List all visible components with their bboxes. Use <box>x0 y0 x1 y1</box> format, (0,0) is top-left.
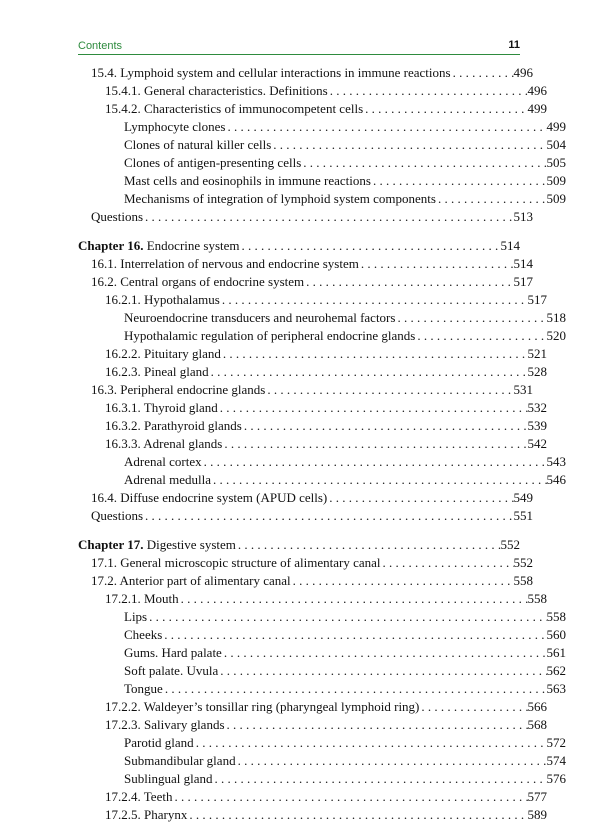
toc-entry-label <box>124 190 436 208</box>
toc-entry <box>78 806 547 824</box>
toc-entry-title: Pituitary gland <box>144 346 221 361</box>
toc-entry-title: Diffuse endocrine system (APUD cells) <box>120 490 328 505</box>
dot-leader <box>211 471 547 489</box>
dot-leader <box>187 806 527 824</box>
toc-entry-number: 16.3.2. <box>105 418 141 433</box>
toc-entry-label <box>105 363 209 381</box>
toc-chapter-entry <box>78 536 520 554</box>
toc-entry-page-number: 514 <box>513 256 533 271</box>
toc-entry-title: Questions <box>91 209 143 224</box>
toc-entry <box>78 64 533 82</box>
dot-leader <box>363 100 527 118</box>
toc-entry-label <box>124 680 163 698</box>
toc-entry <box>78 590 547 608</box>
dot-leader <box>359 255 514 273</box>
toc-entry-title: Digestive system <box>146 537 236 552</box>
toc-entry-title: Anterior part of alimentary canal <box>119 573 291 588</box>
dot-leader <box>222 435 527 453</box>
running-header <box>78 37 520 57</box>
toc-entry <box>78 471 566 489</box>
dot-leader <box>218 662 546 680</box>
toc-entry <box>78 82 547 100</box>
toc-entry-label <box>91 64 451 82</box>
toc-entry-title: Pineal gland <box>144 364 209 379</box>
toc-entry-page-number: 562 <box>546 663 566 678</box>
dot-leader <box>220 291 528 309</box>
toc-entry-label <box>91 507 143 525</box>
toc-entry <box>78 680 566 698</box>
toc-entry <box>78 309 566 327</box>
toc-entry-title: Parathyroid glands <box>144 418 242 433</box>
toc-entry-label <box>78 536 236 554</box>
toc-entry <box>78 255 533 273</box>
dot-leader <box>265 381 513 399</box>
toc-entry <box>78 572 533 590</box>
toc-entry-label <box>105 291 220 309</box>
toc-entry-label <box>91 208 143 226</box>
dot-leader <box>236 536 501 554</box>
toc-entry <box>78 554 533 572</box>
toc-entry-page-number: 576 <box>546 771 566 786</box>
dot-leader <box>381 554 514 572</box>
toc-entry-title: Questions <box>91 508 143 523</box>
toc-entry <box>78 752 566 770</box>
dot-leader <box>291 572 514 590</box>
toc-entry-title: Salivary glands <box>144 717 225 732</box>
toc-entry-page-number: 509 <box>546 173 566 188</box>
toc-entry-title: Characteristics of immunocompetent cells <box>144 101 364 116</box>
toc-entry-title: Interrelation of nervous and endocrine system <box>120 256 359 271</box>
toc-entry-title: Hypothalamic regulation of peripheral endocrine glands <box>124 328 416 343</box>
toc-entry-page-number: 574 <box>546 753 566 768</box>
toc-entry-label <box>105 698 419 716</box>
dot-leader <box>327 489 513 507</box>
toc-entry-number: 16.1. <box>91 256 117 271</box>
toc-entry-page-number: 496 <box>513 65 533 80</box>
toc-entry-number: 16.2.3. <box>105 364 141 379</box>
toc-entry <box>78 399 547 417</box>
dot-leader <box>222 644 547 662</box>
dot-leader <box>143 208 514 226</box>
toc-entry-title: Mouth <box>144 591 179 606</box>
toc-entry <box>78 716 547 734</box>
header-divider <box>78 54 520 55</box>
toc-entry-title: General microscopic structure of alimentary canal <box>120 555 381 570</box>
toc-entry-title: Endocrine system <box>146 238 240 253</box>
toc-entry-title: Peripheral endocrine glands <box>120 382 266 397</box>
toc-entry-title: Neuroendocrine transducers and neurohemal factors <box>124 310 396 325</box>
dot-leader <box>436 190 547 208</box>
toc-entry-number: 16.2. <box>91 274 117 289</box>
dot-leader <box>242 417 528 435</box>
toc-entry-page-number: 517 <box>527 292 547 307</box>
toc-entry-label <box>105 345 221 363</box>
dot-leader <box>419 698 527 716</box>
toc-entry <box>78 172 566 190</box>
toc-entry <box>78 698 547 716</box>
toc-entry-label <box>105 590 179 608</box>
toc-entry-label <box>124 154 301 172</box>
toc-entry <box>78 345 547 363</box>
dot-leader <box>179 590 528 608</box>
toc-entry-number: Chapter 16. <box>78 238 144 253</box>
toc-entry-number: 16.3.3. <box>105 436 141 451</box>
toc-entry-title: Gums. Hard palate <box>124 645 222 660</box>
toc-entry <box>78 381 533 399</box>
toc-entry-page-number: 542 <box>527 436 547 451</box>
toc-entry-number: Chapter 17. <box>78 537 144 552</box>
dot-leader <box>451 64 514 82</box>
dot-leader <box>371 172 547 190</box>
toc-entry-title: Lips <box>124 609 148 624</box>
toc-entry-title: Mechanisms of integration of lymphoid system components <box>124 191 436 206</box>
toc-entry-page-number: 499 <box>527 101 547 116</box>
toc-entry-page-number: 509 <box>546 191 566 206</box>
toc-entry <box>78 788 547 806</box>
toc-entry-label <box>105 399 218 417</box>
dot-leader <box>162 626 546 644</box>
toc-entry-page-number: 549 <box>513 490 533 505</box>
toc-entry-number: 17.1. <box>91 555 117 570</box>
toc-entry-label <box>124 626 162 644</box>
toc-chapter-entry <box>78 237 520 255</box>
toc-entry-number: 16.3. <box>91 382 117 397</box>
toc-entry-title: Lymphocyte clones <box>124 119 226 134</box>
toc-entry <box>78 417 547 435</box>
toc-entry-label <box>124 453 202 471</box>
toc-entry-label <box>124 118 225 136</box>
toc-entry-label <box>105 435 222 453</box>
toc-entry <box>78 291 547 309</box>
toc-entry-label <box>124 172 371 190</box>
toc-entry-page-number: 520 <box>546 328 566 343</box>
toc-entry-page-number: 552 <box>500 537 520 552</box>
toc-entry-number: 16.4. <box>91 490 117 505</box>
dot-leader <box>304 273 513 291</box>
toc-entry-page-number: 532 <box>527 400 547 415</box>
toc-entry-number: 16.2.2. <box>105 346 141 361</box>
toc-entry <box>78 608 566 626</box>
toc-entry-page-number: 499 <box>546 119 566 134</box>
toc-entry <box>78 154 566 172</box>
toc-entry-label <box>124 770 212 788</box>
toc-entry-page-number: 552 <box>513 555 533 570</box>
toc-entry <box>78 208 533 226</box>
dot-leader <box>202 453 547 471</box>
dot-leader <box>209 363 528 381</box>
header-title: Contents <box>78 40 123 52</box>
toc-entry-label <box>105 417 242 435</box>
dot-leader <box>147 608 546 626</box>
toc-entry <box>78 453 566 471</box>
dot-leader <box>212 770 546 788</box>
toc-entry-title: Lymphoid system and cellular interactions in immune reactions <box>120 65 451 80</box>
toc-entry-page-number: 577 <box>527 789 547 804</box>
toc-entry-label <box>91 381 265 399</box>
toc-entry-label <box>91 572 291 590</box>
dot-leader <box>194 734 547 752</box>
toc-entry-label <box>124 608 147 626</box>
toc-entry-label <box>124 471 211 489</box>
toc-entry-page-number: 558 <box>546 609 566 624</box>
toc-entry-page-number: 496 <box>527 83 547 98</box>
toc-entry <box>78 136 566 154</box>
dot-leader <box>415 327 546 345</box>
toc-entry-label <box>91 489 327 507</box>
dot-leader <box>271 136 546 154</box>
toc-entry-page-number: 558 <box>513 573 533 588</box>
dot-leader <box>225 118 546 136</box>
toc-entry-page-number: 563 <box>546 681 566 696</box>
toc-entry-title: Parotid gland <box>124 735 194 750</box>
toc-entry-title: Clones of natural killer cells <box>124 137 272 152</box>
toc-entry-number: 17.2.3. <box>105 717 141 732</box>
toc-entry-page-number: 560 <box>546 627 566 642</box>
toc-entry-number: 15.4.2. <box>105 101 141 116</box>
toc-entry-page-number: 531 <box>513 382 533 397</box>
toc-entry <box>78 507 533 525</box>
toc-entry-number: 17.2.1. <box>105 591 141 606</box>
toc-entry-page-number: 521 <box>527 346 547 361</box>
toc-entry-label <box>124 309 395 327</box>
toc-entry <box>78 662 566 680</box>
toc-entry-label <box>124 662 218 680</box>
toc-entry-title: Soft palate. Uvula <box>124 663 219 678</box>
toc-entry-page-number: 517 <box>513 274 533 289</box>
toc-entry-title: Waldeyer’s tonsillar ring (pharyngeal lymphoid ring) <box>143 699 420 714</box>
toc-entry <box>78 100 547 118</box>
toc-entry-page-number: 546 <box>546 472 566 487</box>
toc-entry-title: Adrenal medulla <box>124 472 211 487</box>
toc-entry-title: Mast cells and eosinophils in immune reactions <box>124 173 371 188</box>
toc-entry-page-number: 589 <box>527 807 547 822</box>
toc-entry-label <box>91 554 381 572</box>
toc-entry-title: Pharynx <box>144 807 188 822</box>
toc-entry-page-number: 528 <box>527 364 547 379</box>
toc-entry <box>78 626 566 644</box>
dot-leader <box>301 154 546 172</box>
dot-leader <box>143 507 514 525</box>
toc-entry-title: Central organs of endocrine system <box>120 274 305 289</box>
toc-entry-page-number: 543 <box>546 454 566 469</box>
toc-entry-page-number: 514 <box>500 238 520 253</box>
toc-entry-title: General characteristics. Definitions <box>144 83 328 98</box>
toc-entry <box>78 734 566 752</box>
toc-entry-label <box>124 734 194 752</box>
toc-entry <box>78 363 547 381</box>
toc-entry-page-number: 558 <box>527 591 547 606</box>
toc-entry-page-number: 551 <box>513 508 533 523</box>
toc-entry <box>78 435 547 453</box>
toc-entry-title: Teeth <box>143 789 173 804</box>
toc-entry-page-number: 518 <box>546 310 566 325</box>
toc-entry-page-number: 505 <box>546 155 566 170</box>
dot-leader <box>221 345 528 363</box>
dot-leader <box>225 716 528 734</box>
toc-entry-label <box>105 82 328 100</box>
toc-entry-label <box>124 752 236 770</box>
toc-entry-title: Thyroid gland <box>143 400 218 415</box>
toc-entry-number: 17.2.5. <box>105 807 141 822</box>
dot-leader <box>218 399 528 417</box>
toc-entry <box>78 118 566 136</box>
dot-leader <box>328 82 528 100</box>
toc-entry-number: 15.4. <box>91 65 117 80</box>
dot-leader <box>163 680 547 698</box>
toc-entry <box>78 770 566 788</box>
toc-entry-number: 16.2.1. <box>105 292 141 307</box>
toc-entry-label <box>124 327 415 345</box>
toc-entry-number: 17.2.4. <box>105 789 141 804</box>
dot-leader <box>240 237 501 255</box>
toc-entry-label <box>105 100 363 118</box>
toc-entry-page-number: 572 <box>546 735 566 750</box>
toc-entry-title: Hypothalamus <box>144 292 220 307</box>
toc-entry <box>78 273 533 291</box>
toc-entry-title: Submandibular gland <box>124 753 236 768</box>
toc-entry-page-number: 566 <box>527 699 547 714</box>
header-page-number: 11 <box>508 39 520 51</box>
toc-entry <box>78 644 566 662</box>
dot-leader <box>395 309 546 327</box>
toc-entry-page-number: 561 <box>546 645 566 660</box>
toc-entry-label <box>105 716 225 734</box>
toc-entry-number: 17.2.2. <box>105 699 141 714</box>
dot-leader <box>172 788 527 806</box>
toc-entry-page-number: 513 <box>513 209 533 224</box>
toc-entry-label <box>124 136 271 154</box>
toc-entry-title: Clones of antigen-presenting cells <box>124 155 302 170</box>
toc-entry-label <box>105 788 172 806</box>
toc-entry-title: Tongue <box>124 681 163 696</box>
toc-entry-title: Adrenal glands <box>143 436 223 451</box>
toc-entry-page-number: 504 <box>546 137 566 152</box>
toc-entry-label <box>124 644 222 662</box>
toc-entry-label <box>91 273 304 291</box>
toc-entry-label <box>78 237 240 255</box>
toc-entry <box>78 327 566 345</box>
toc-entry-number: 15.4.1. <box>105 83 141 98</box>
toc-entry-title: Adrenal cortex <box>124 454 202 469</box>
toc-entry-title: Sublingual gland <box>124 771 213 786</box>
toc-entry-label <box>105 806 187 824</box>
toc-entry-number: 17.2. <box>91 573 117 588</box>
toc-entry-page-number: 568 <box>527 717 547 732</box>
toc-entry-number: 16.3.1. <box>105 400 141 415</box>
toc-entry-page-number: 539 <box>527 418 547 433</box>
toc-entry-label <box>91 255 359 273</box>
dot-leader <box>236 752 547 770</box>
toc-entry <box>78 489 533 507</box>
toc-entry-title: Cheeks <box>124 627 163 642</box>
toc-entry <box>78 190 566 208</box>
